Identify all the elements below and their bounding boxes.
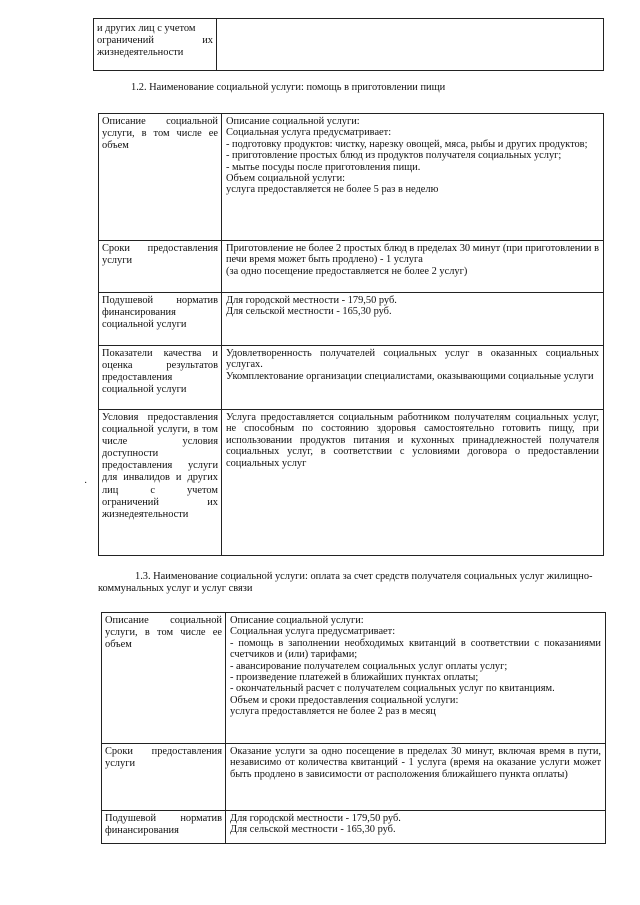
row-label: Сроки предоставления услуги — [102, 744, 226, 811]
row-value: Удовлетворенность получателей социальных услуг в оказанных социальных услугах. Укомплектование организации специалистами, оказывающими социальные услуги — [222, 346, 604, 410]
top-fragment-value — [217, 19, 604, 71]
row-value: Оказание услуги за одно посещение в пределах 30 минут, включая время в пути, независимо от количества квитанций - 1 услуга (время на оказание услуги может быть продлено в зависимости от расположения ближайшего пункта оплаты) — [226, 744, 606, 811]
row-value: Для городской местности - 179,50 руб. Для сельской местности - 165,30 руб. — [226, 811, 606, 844]
section-1-2-table — [98, 113, 604, 556]
table-row — [102, 613, 606, 744]
row-value: Приготовление не более 2 простых блюд в пределах 30 минут (при приготовлении в печи время может быть продлено) - 1 услуга (за одно посещение предоставляется не более 2 услуг) — [222, 241, 604, 293]
top-fragment-table — [93, 18, 604, 71]
scan-mark: · — [84, 478, 88, 489]
row-label: Условия предоставления социальной услуги, в том числе условия доступности предоставления услуги для инвалидов и других лиц с учетом ограничений их жизнедеятельности — [99, 410, 222, 556]
row-label: Описание социальной услуги, в том числе ее объем — [102, 613, 226, 744]
row-value: Описание социальной услуги: Социальная услуга предусматривает: - подготовку продуктов: чистку, нарезку овощей, мяса, рыбы и других продуктов; - приготовление простых блюд из продуктов получателя социальных услуг; - мытье посуды после приготовления пищи. Объем социальной услуги: услуга предоставляется не более 5 раз в неделю — [222, 114, 604, 241]
table-row — [102, 744, 606, 811]
row-label: Описание социальной услуги, в том числе ее объем — [99, 114, 222, 241]
table-row — [99, 114, 604, 241]
section-1-3-heading: 1.3. Наименование социальной услуги: оплата за счет средств получателя социальных услуг жилищно-коммунальных услуг и услуг связи — [98, 571, 593, 594]
table-row — [99, 410, 604, 556]
table-row — [99, 293, 604, 346]
row-value: Для городской местности - 179,50 руб. Для сельской местности - 165,30 руб. — [222, 293, 604, 346]
table-row — [99, 241, 604, 293]
table-row — [99, 346, 604, 410]
table-row — [102, 811, 606, 844]
row-value: Услуга предоставляется социальным работником получателям социальных услуг, не способным по состоянию здоровья самостоятельно готовить пищу, при использовании продуктов питания и кухонных принадлежностей получателя социальных услуг, в соответствии с условиями договора о предоставлении социальных услуг — [222, 410, 604, 556]
row-label: Сроки предоставления услуги — [99, 241, 222, 293]
top-fragment-label: и других лиц с учетом ограничений их жизнедеятельности — [94, 19, 217, 71]
section-1-3-table — [101, 612, 606, 844]
row-label: Подушевой норматив финансирования социальной услуги — [99, 293, 222, 346]
section-1-2-heading: 1.2. Наименование социальной услуги: помощь в приготовлении пищи — [131, 82, 446, 93]
row-label: Показатели качества и оценка результатов предоставления социальной услуги — [99, 346, 222, 410]
row-value: Описание социальной услуги: Социальная услуга предусматривает: - помощь в заполнении необходимых квитанций в соответствии с показаниями счетчиков и (или) тарифами; - авансирование получателем социальных услуг оплаты услуг; - произведение платежей в ближайших пунктах оплаты; - окончательный расчет с получателем социальных услуг по квитанциям. Объем и сроки предоставления социальной услуги: услуга предоставляется не более 2 раз в месяц — [226, 613, 606, 744]
row-label: Подушевой норматив финансирования — [102, 811, 226, 844]
